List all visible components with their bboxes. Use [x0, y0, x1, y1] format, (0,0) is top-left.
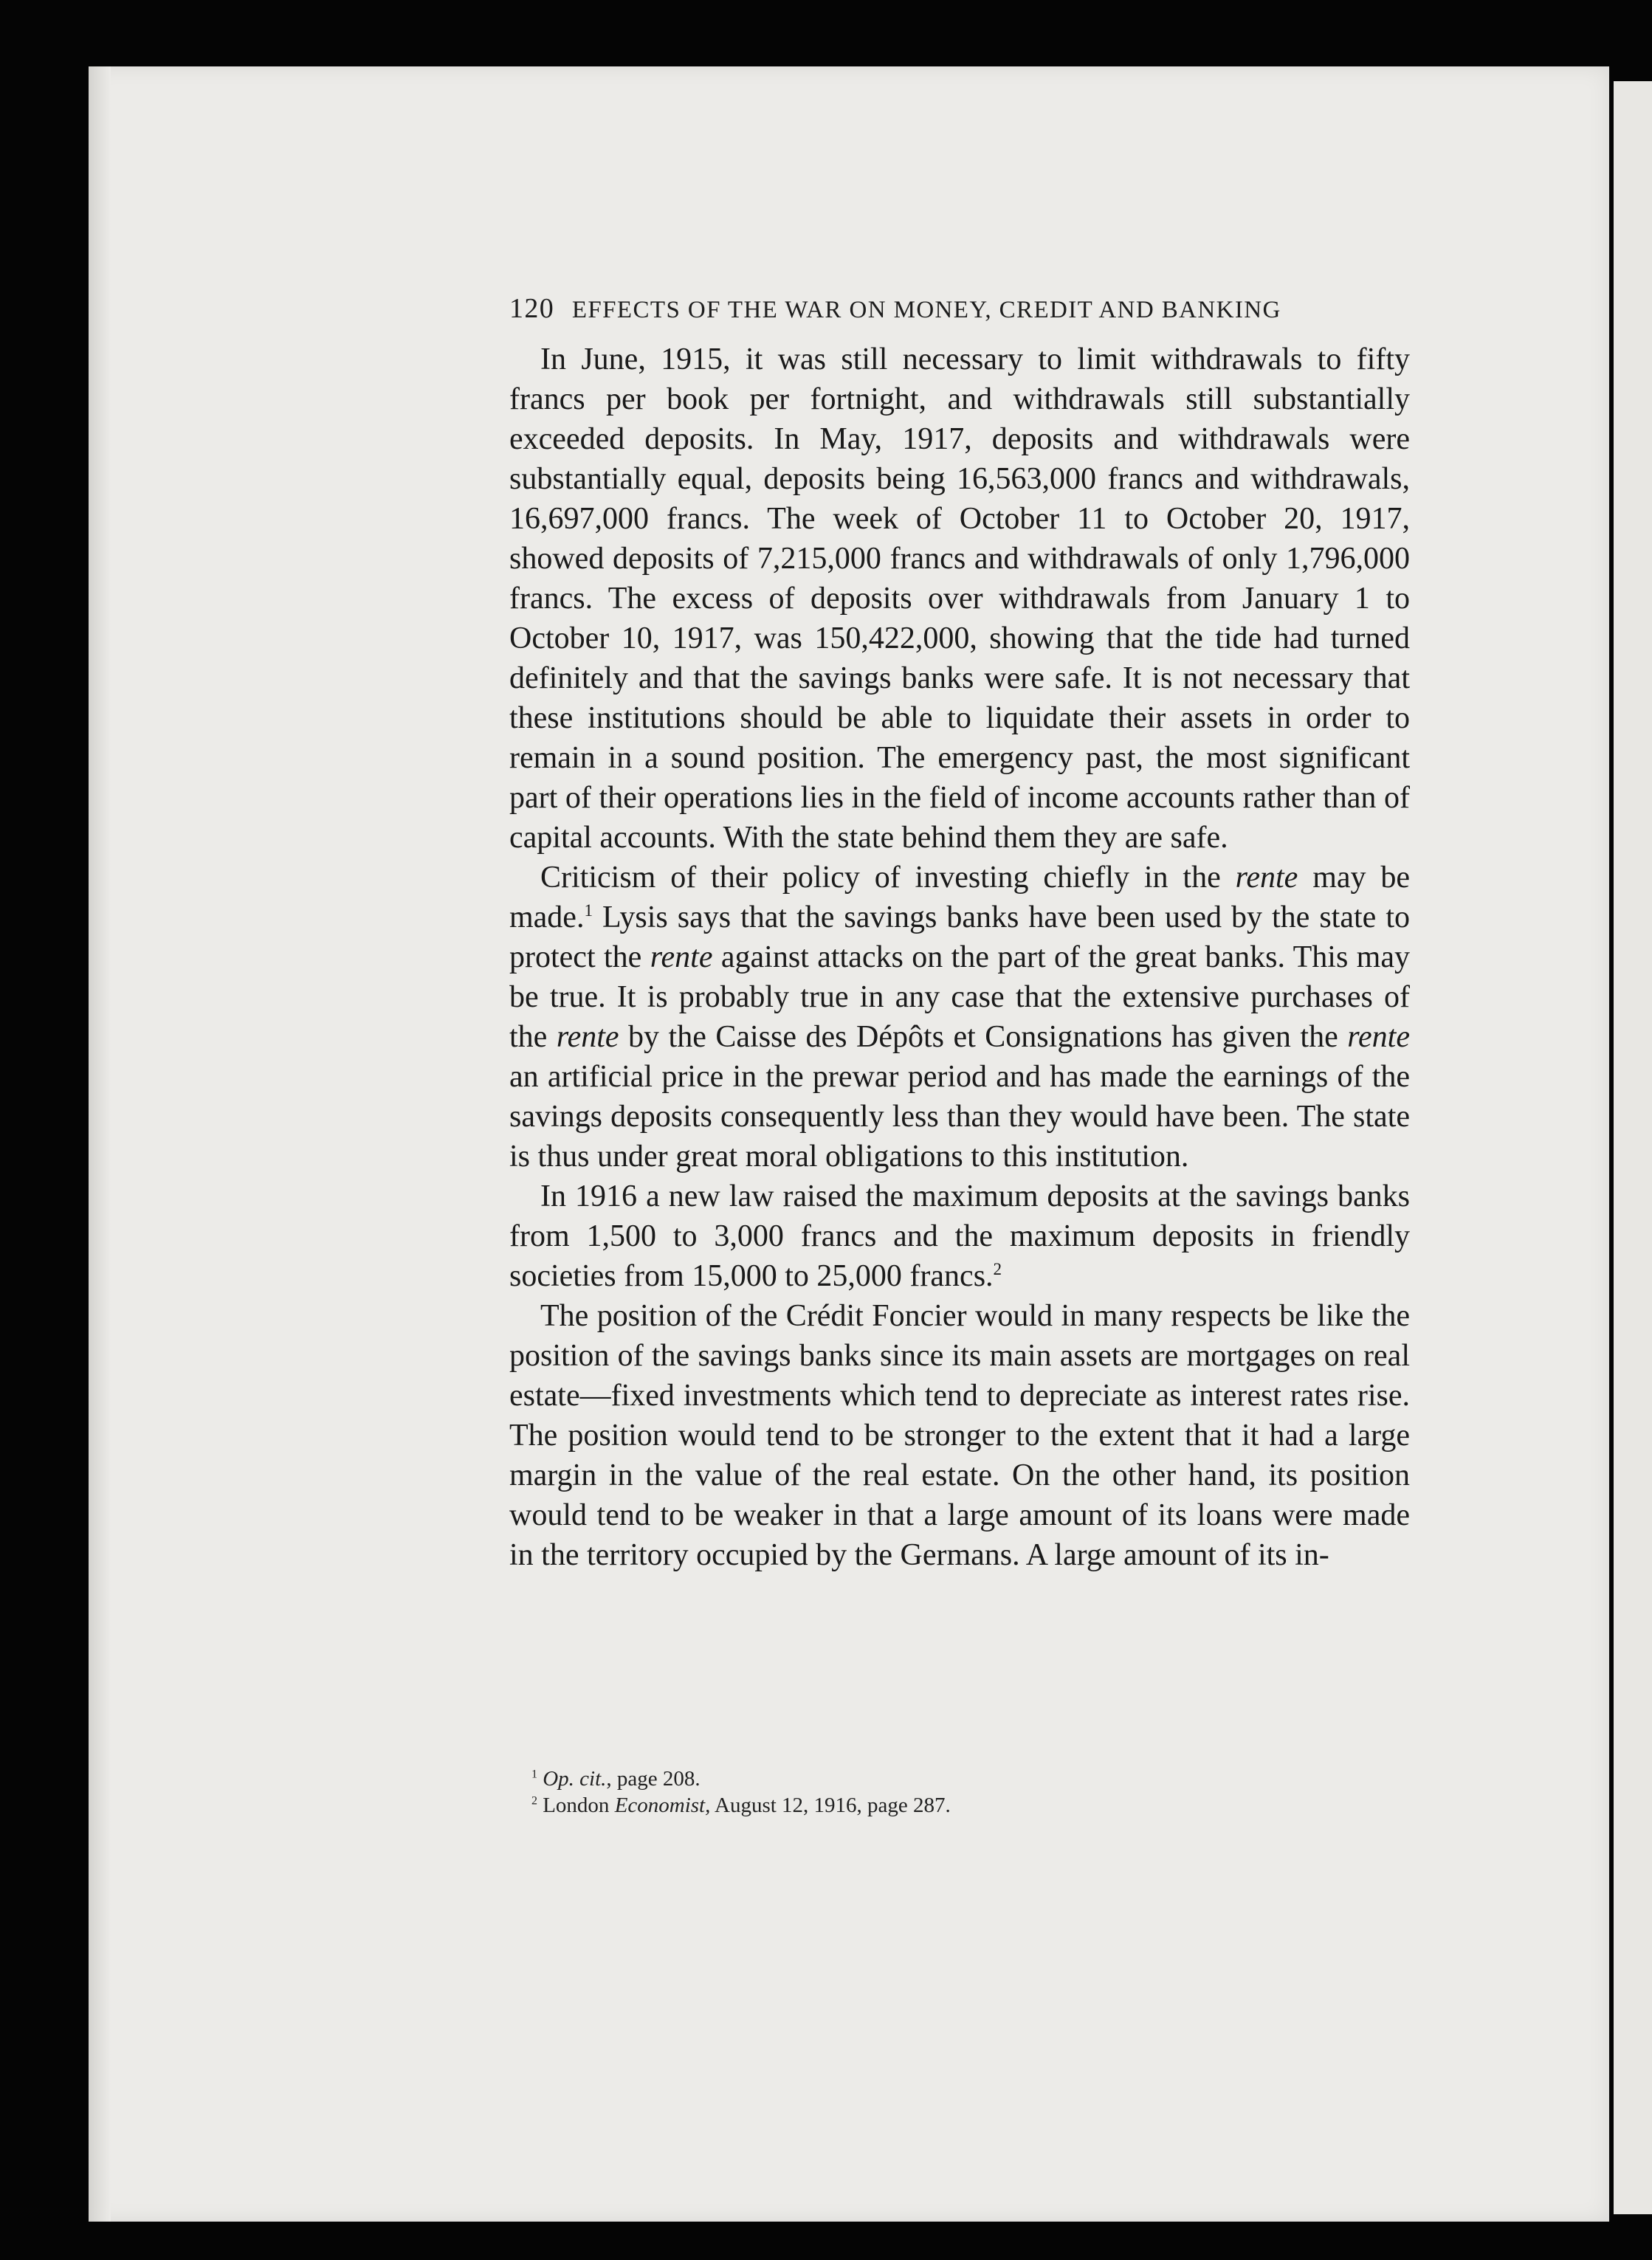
paragraph-2-text: Lysis says that the savings banks have been used by the state to protect the: [509, 900, 1410, 974]
paragraph-2-text: against attacks on the part of the great banks. This may be true. It is probably true in any case that the extensive purchases of the: [509, 940, 1410, 1054]
body-text: [509, 340, 1410, 1575]
paragraph-2-text: Criticism of their policy of investing chiefly in the: [540, 861, 1236, 895]
footnote-text: London: [543, 1794, 615, 1817]
footnote-mark: 1: [531, 1768, 537, 1781]
paragraph-3: [509, 1176, 1410, 1296]
footnote-2: [531, 1792, 1343, 1819]
footnote-text: August 12, 1916, page 287.: [710, 1794, 951, 1817]
running-title: EFFECTS OF THE WAR ON MONEY, CREDIT AND BANKING: [571, 297, 1281, 323]
footnote-1: [531, 1765, 1343, 1792]
footnote-ref-1: 1: [584, 900, 593, 920]
adjacent-page-edge: [1614, 81, 1652, 2214]
footnote-italic: Op. cit.: [543, 1767, 607, 1791]
rente-italic: rente: [1235, 861, 1298, 895]
paragraph-3-text: In 1916 a new law raised the maximum deposits at the savings banks from 1,500 to 3,000 francs and the maximum deposits in friendly societies from 15,000 to 25,000 francs.: [509, 1179, 1410, 1293]
footnote-italic: Economist,: [614, 1794, 711, 1817]
footnote-ref-2: 2: [993, 1259, 1002, 1278]
page-number: 120: [509, 293, 555, 324]
paragraph-2: [509, 858, 1410, 1176]
footnote-text: , page 208.: [606, 1767, 701, 1791]
paragraph-1: In June, 1915, it was still necessary to limit withdrawals to fifty francs per book per fortnight, and withdrawals still substantially exceeded deposits. In May, 1917, deposits and withdrawals were substantially equal, deposits being 16,563,000 francs and withdrawals, 16,697,000 francs. The week of October 11 to October 20, 1917, showed deposits of 7,215,000 francs and withdrawals of only 1,796,000 francs. The excess of deposits over withdrawals from January 1 to October 10, 1917, was 150,422,000, showing that the tide had turned definitely and that the savings banks were safe. It is not necessary that these institutions should be able to liquidate their assets in order to remain in a sound position. The emergency past, the most significant part of their operations lies in the field of income accounts rather than of capital accounts. With the state behind them they are safe.: [509, 342, 1410, 855]
rente-italic: rente: [556, 1020, 619, 1054]
rente-italic: rente: [650, 940, 713, 974]
rente-italic: rente: [1347, 1020, 1410, 1054]
paragraph-2-text: an artificial price in the prewar period and has made the earnings of the savings deposits consequently less than they would have been. The state is thus under great moral obligations to this institution.: [509, 1060, 1410, 1174]
paragraph-4: The position of the Crédit Foncier would in many respects be like the position of the savings banks since its main assets are mortgages on real estate—fixed investments which tend to depreciate as interest rates rise. The position would tend to be stronger to the extent that it had a large margin in the value of the real estate. On the other hand, its position would tend to be weaker in that a large amount of its loans were made in the territory occupied by the Germans. A large amount of its in-: [509, 1299, 1410, 1572]
paragraph-2-text: may be made.: [509, 861, 1410, 934]
paragraph-2-text: by the Caisse des Dépôts et Consignations has given the: [619, 1020, 1348, 1054]
page-gutter-shadow: [89, 66, 111, 2222]
footnote-mark: 2: [531, 1794, 537, 1808]
running-header: [509, 292, 1395, 325]
footnotes: [531, 1765, 1343, 1819]
